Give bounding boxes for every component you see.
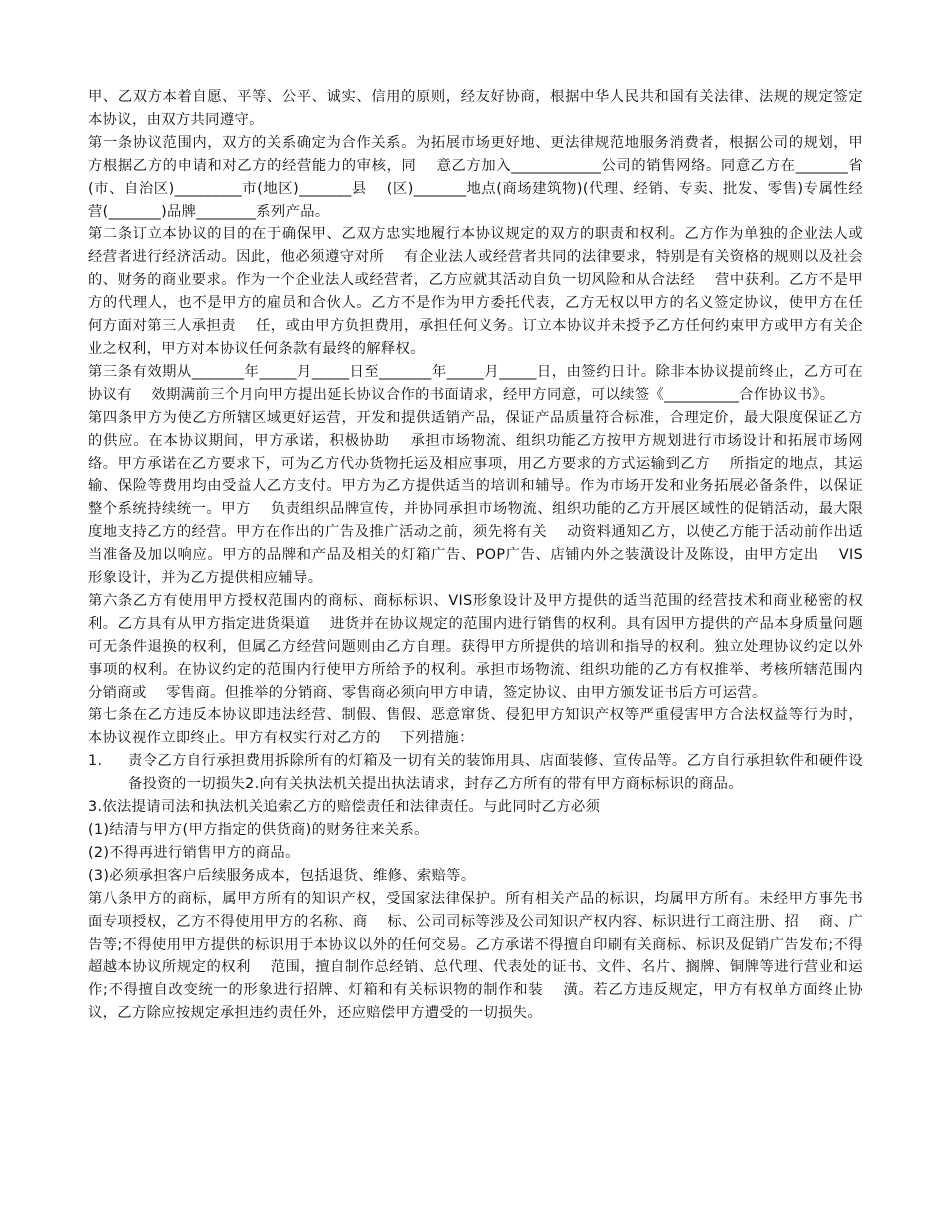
- obligation-3-paragraph: (3)必须承担客户后续服务成本，包括退货、维修、索赔等。: [88, 867, 476, 884]
- article-4-paragraph: 第四条甲方为使乙方所辖区域更好运营，开发和提供适销产品，保证产品质量符合标准，合理定价，最大限度保证乙方的供应。在本协议期间，甲方承诺，积极协助 承担市场物流、组织功能乙方按甲方规划进行市场设计和拓展市场网络。甲方承诺在乙方要求下，可为乙方代办货物托运及相应事项，用乙方要求的方式运输到乙方 所指定的地点，其运输、保险等费用均由受益人乙方支付。甲方为乙方提供适当的培训和辅导。作为市场开发和业务拓展必备条件，以保证整个系统持续统一。甲方 负责组织品牌宣传，并协同承担市场物流、组织功能的乙方开展区域性的促销活动，最大限度地支持乙方的经营。甲方在作出的广告及推广活动之前，须先将有关 动资料通知乙方，以使乙方能于活动前作出适当准备及加以响应。甲方的品牌和产品及相关的灯箱广告、POP广告、店铺内外之装潢设计及陈设，由甲方定出 VIS形象设计，并为乙方提供相应辅导。: [88, 409, 863, 587]
- numbered-list-item: [88, 750, 863, 796]
- obligation-1-paragraph: (1)结清与甲方(甲方指定的供货商)的财务往来关系。: [88, 822, 429, 838]
- list-item-text: 责令乙方自行承担费用拆除所有的灯箱及一切有关的装饰用具、店面装修、宣传品等。乙方自行承担软件和硬件设备投资的一切损失2.向有关执法机关提出执法请求，封存乙方所有的带有甲方商标标识的商品。: [128, 753, 863, 793]
- article-6-paragraph: 第六条乙方有使用甲方授权范围内的商标、商标标识、VIS形象设计及甲方提供的适当范围的经营技术和商业秘密的权利。乙方具有从甲方指定进货渠道 进货并在协议规定的范围内进行销售的权利。具有因甲方提供的产品本身质量问题可无条件退换的权利，但属乙方经营问题则由乙方自理。获得甲方所提供的培训和指导的权利。独立处理协议约定以外事项的权利。在协议约定的范围内行使甲方所给予的权利。承担市场物流、组织功能的乙方有权推举、考核所辖范围内分销商或 零售商。但推举的分销商、零售商必须向甲方申请，签定协议、由甲方颁发证书后方可运营。: [88, 592, 863, 701]
- article-8-paragraph: 第八条甲方的商标，属甲方所有的知识产权，受国家法律保护。所有相关产品的标识，均属甲方所有。未经甲方事先书面专项授权，乙方不得使用甲方的名称、商 标、公司司标等涉及公司知识产权内容、标识进行工商注册、招 商、广告等;不得使用甲方提供的标识用于本协议以外的任何交易。乙方承诺不得擅自印刷有关商标、标识及促销广告发布;不得超越本协议所规定的权利 范围，擅自制作总经销、总代理、代表处的证书、文件、名片、搁牌、铜牌等进行营业和运作;不得擅自改变统一的形象进行招牌、灯箱和有关标识物的制作和装 潢。若乙方违反规定，甲方有权单方面终止协议，乙方除应按规定承担违约责任外，还应赔偿甲方遭受的一切损失。: [88, 890, 863, 1022]
- preamble-paragraph: 甲、乙双方本着自愿、平等、公平、诚实、信用的原则，经友好协商，根据中华人民共和国有关法律、法规的规定签定本协议，由双方共同遵守。: [88, 89, 863, 128]
- article-1-paragraph: 第一条协议范围内，双方的关系确定为合作关系。为拓展市场更好地、更法律规范地服务消费者，根据公司的规划，甲方根据乙方的申请和对乙方的经营能力的审核，同 意乙方加入____________公司的销售网络。同意乙方在_______省(市、自治区)_________市(地区)_______县 (区)_______地点(商场建筑物)(代理、经销、专卖、批发、零售)专属性经营(_______)品牌________系列产品。: [88, 134, 863, 220]
- document-body: [88, 86, 863, 1025]
- measure-3-paragraph: 3.依法提请司法和执法机关追索乙方的赔偿责任和法律责任。与此同时乙方必须: [88, 799, 601, 816]
- article-3-paragraph: 第三条有效期从_______年_____月_____日至_______年_____月_____日，由签约日计。除非本协议提前终止，乙方可在协议有 效期满前三个月向甲方提出延长协议合作的书面请求，经甲方同意，可以续签《__________合作协议书》。: [88, 363, 863, 403]
- obligation-2-paragraph: (2)不得再进行销售甲方的商品。: [88, 844, 300, 861]
- article-7-paragraph: 第七条在乙方违反本协议即违法经营、制假、售假、恶意窜货、侵犯甲方知识产权等严重侵害甲方合法权益等行为时，本协议视作立即终止。甲方有权实行对乙方的 下列措施：: [88, 707, 863, 747]
- list-number: 1.: [88, 753, 103, 770]
- article-2-paragraph: 第二条订立本协议的目的在于确保甲、乙双方忠实地履行本协议规定的双方的职责和权利。乙方作为单独的企业法人或经营者进行经济活动。因此，他必须遵守对所 有企业法人或经营者共同的法律要求，特别是有关资格的规则以及社会的、财务的商业要求。作为一个企业法人或经营者，乙方应就其活动自负一切风险和从合法经 营中获利。乙方不是甲方的代理人，也不是甲方的雇员和合伙人。乙方不是作为甲方委托代表，乙方无权以甲方的名义签定协议，使甲方在任何方面对第三人承担责 任，或由甲方负担费用，承担任何义务。订立本协议并未授予乙方任何约束甲方或甲方有关企业之权利，甲方对本协议任何条款有最终的解释权。: [88, 226, 863, 357]
